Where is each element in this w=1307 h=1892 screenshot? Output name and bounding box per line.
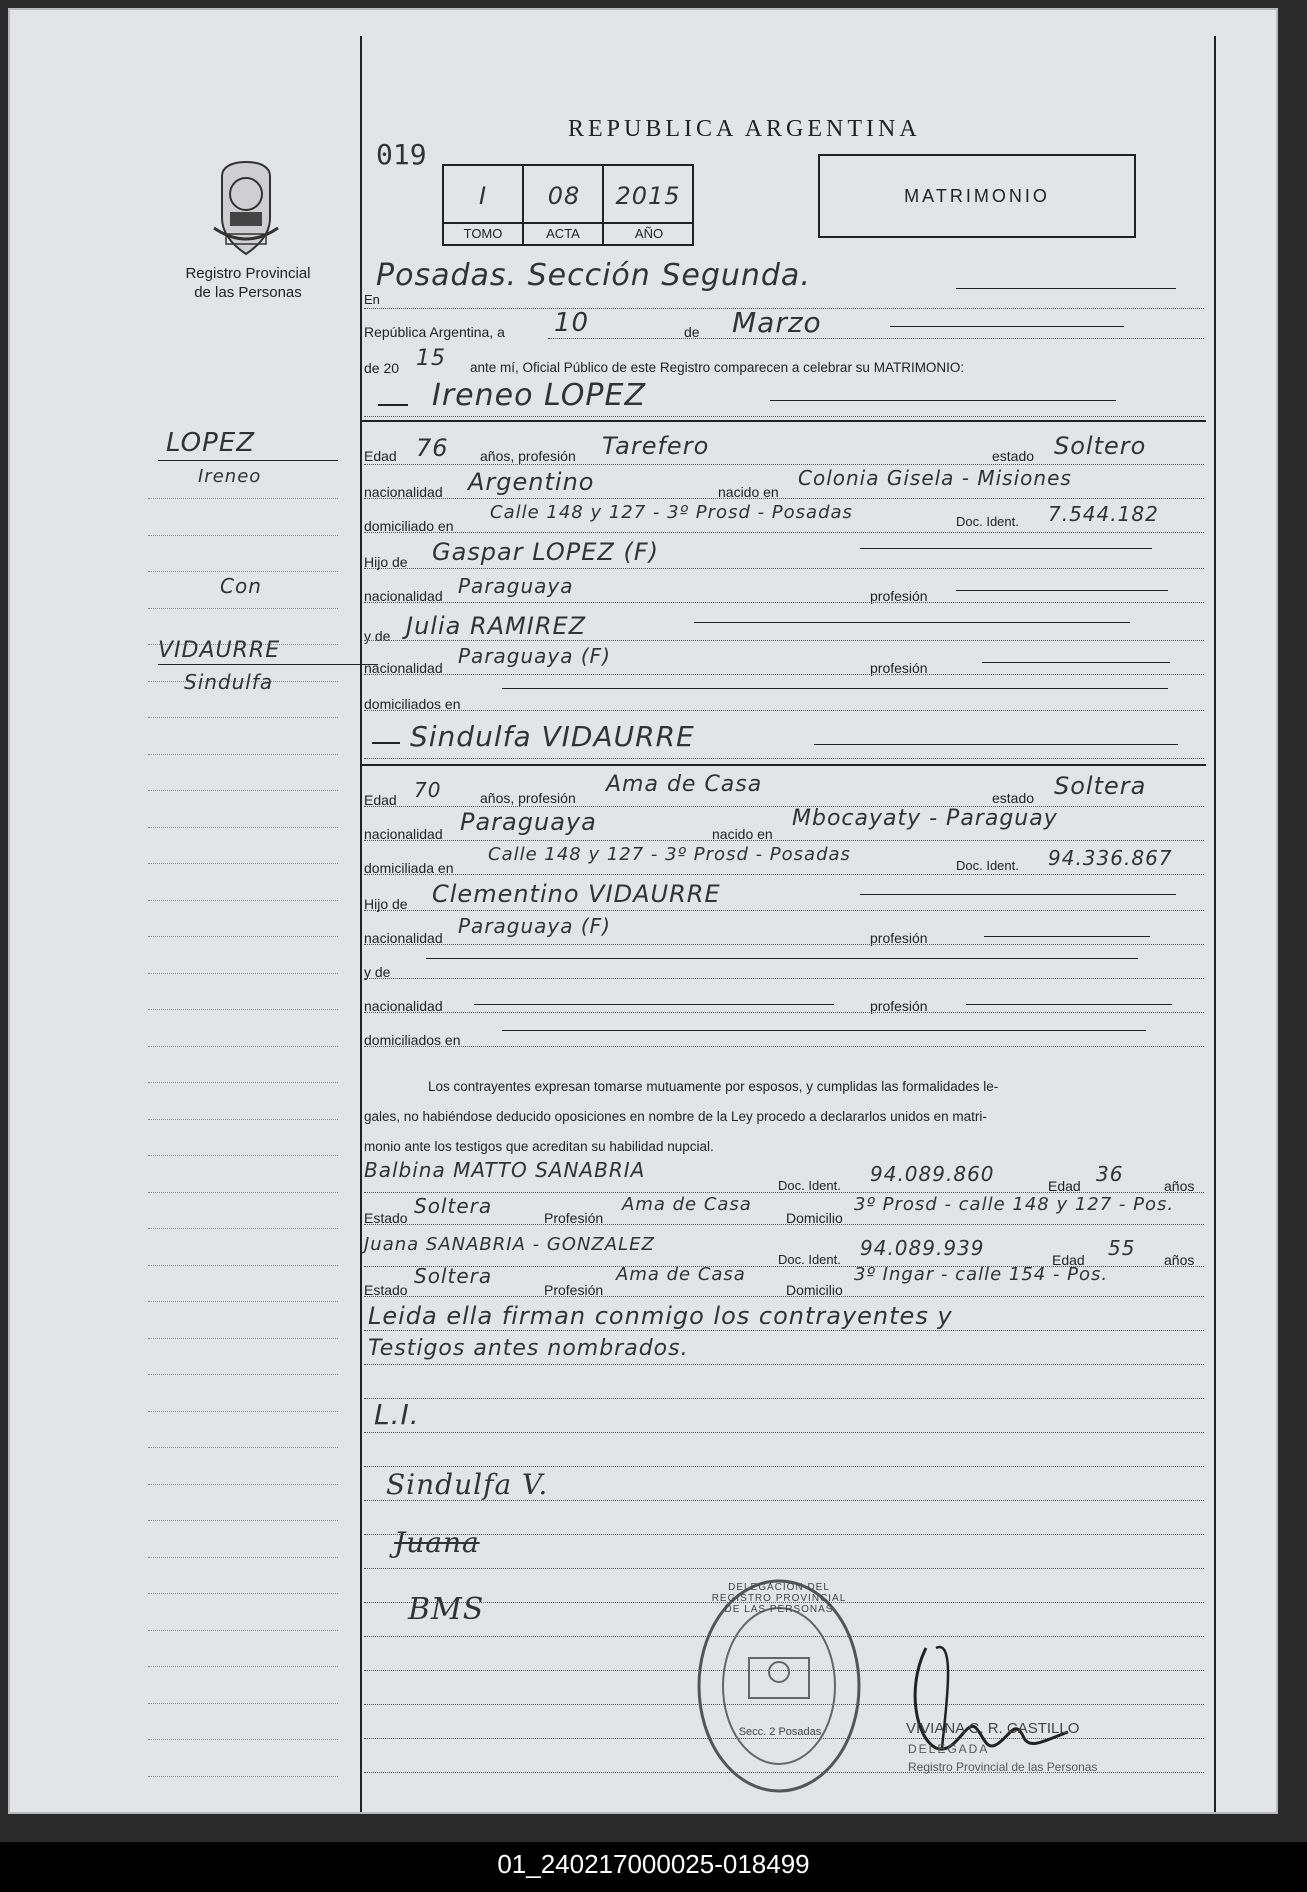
witness2-name: Juana SANABRIA - GONZALEZ [364, 1234, 655, 1255]
bride-padre-nac-label: nacionalidad [364, 930, 443, 946]
groom-profesion: Tarefero [602, 432, 710, 460]
bride-edad-label: Edad [364, 792, 397, 808]
bride-yde-label: y de [364, 964, 391, 980]
declaration-line3: monio ante los testigos que acreditan su habilidad nupcial. [364, 1139, 714, 1154]
act-type: MATRIMONIO [904, 185, 1050, 206]
margin-groom-name: Ireneo [198, 466, 262, 487]
anio-value: 2015 [615, 182, 681, 210]
signature-bride: Sindulfa V. [386, 1468, 549, 1501]
witness2-estado-label: Estado [364, 1282, 408, 1298]
bride-full-name: Sindulfa VIDAURRE [410, 720, 695, 753]
margin-line [148, 1338, 338, 1339]
registry-name-line2: de las Personas [194, 284, 302, 301]
closing-line1: Leida ella firman conmigo los contrayentes y [368, 1302, 953, 1330]
groom-madre-nac-label: nacionalidad [364, 660, 443, 676]
folio-number: 019 [376, 138, 427, 171]
groom-madre-nac: Paraguaya (F) [458, 644, 611, 668]
witness1-name: Balbina MATTO SANABRIA [364, 1158, 646, 1182]
margin-line [148, 535, 338, 536]
witness2-anos-label: años [1164, 1252, 1195, 1268]
groom-domiciliados-label: domiciliados en [364, 696, 461, 712]
margin-line [148, 1593, 338, 1594]
stamp-inner: Secc. 2 Posadas [738, 1726, 822, 1738]
bride-doc-label: Doc. Ident. [956, 858, 1019, 873]
tomo-value: I [478, 182, 488, 210]
groom-padre-nac-label: nacionalidad [364, 588, 443, 604]
groom-padre-prof-label: profesión [870, 588, 928, 604]
signature-witness2: Juana [394, 1526, 480, 1559]
scan-footer [0, 1842, 1307, 1892]
margin-line [148, 936, 338, 937]
ante-mi-text: ante mí, Oficial Público de este Registro comparecen a celebrar su MATRIMONIO: [470, 360, 965, 375]
groom-padre: Gaspar LOPEZ (F) [432, 538, 660, 566]
margin-line [148, 1228, 338, 1229]
witness2-profesion: Ama de Casa [616, 1264, 746, 1285]
witness1-domicilio-label: Domicilio [786, 1210, 843, 1226]
declaration-line1: Los contrayentes expresan tomarse mutuamente por esposos, y cumplidas las formalidades le- [428, 1079, 999, 1094]
bride-profesion-label: años, profesión [480, 790, 576, 806]
witness1-estado-label: Estado [364, 1210, 408, 1226]
day-value: 10 [554, 308, 590, 338]
witness1-doc: 94.089.860 [870, 1162, 995, 1186]
witness2-doc: 94.089.939 [860, 1236, 985, 1260]
declaration-line2: gales, no habiéndose deducido oposiciones en nombre de la Ley procedo a declararlos unidos en matri- [364, 1109, 987, 1124]
acta-value: 08 [547, 182, 581, 210]
witness2-domicilio: 3º Ingar - calle 154 - Pos. [854, 1264, 1109, 1285]
margin-line [148, 498, 338, 499]
margin-line [148, 571, 338, 572]
witness1-domicilio: 3º Prosd - calle 148 y 127 - Pos. [854, 1194, 1175, 1215]
margin-line [148, 1301, 338, 1302]
margin-line [148, 827, 338, 828]
margin-line [148, 1520, 338, 1521]
official-office: Registro Provincial de las Personas [908, 1760, 1098, 1774]
blank-line [364, 1432, 1204, 1433]
margin-line [148, 1739, 338, 1740]
margin-line [148, 1630, 338, 1631]
bride-nacido: Mbocayaty - Paraguay [792, 806, 1058, 831]
bride-estado-label: estado [992, 790, 1035, 806]
margin-line [148, 754, 338, 755]
margin-line [148, 973, 338, 974]
groom-nacionalidad: Argentino [468, 468, 595, 496]
year-suffix: 15 [416, 346, 446, 371]
witness2-domicilio-label: Domicilio [786, 1282, 843, 1298]
stamp-text: DELEGACION DEL REGISTRO PROVINCIAL DE LAS PERSONAS [711, 1582, 847, 1615]
groom-yde-label: y de [364, 628, 391, 644]
witness2-estado: Soltera [414, 1264, 493, 1288]
margin-line [148, 1557, 338, 1558]
groom-estado: Soltero [1054, 432, 1147, 460]
en-label: En [364, 292, 380, 307]
margin-line [148, 900, 338, 901]
margin-line [148, 608, 338, 609]
acta-table [442, 164, 694, 246]
year-prefix: de 20 [364, 360, 400, 376]
margin-line [148, 1155, 338, 1156]
margin-line [148, 790, 338, 791]
anio-label: AÑO [634, 226, 664, 241]
bride-hijo-label: Hijo de [364, 896, 408, 912]
closing-initials: L.I. [374, 1398, 420, 1431]
margin-bride-surname: VIDAURRE [158, 638, 281, 663]
margin-line [148, 1703, 338, 1704]
margin-con: Con [220, 574, 262, 598]
groom-padre-nac: Paraguaya [458, 574, 574, 598]
official-role: DELEGADA [908, 1742, 990, 1756]
margin-line [148, 1411, 338, 1412]
bride-estado: Soltera [1054, 772, 1147, 800]
blank-line [364, 1398, 1204, 1399]
groom-doc-label: Doc. Ident. [956, 514, 1019, 529]
margin-line [148, 1484, 338, 1485]
bride-madre-prof-label: profesión [870, 998, 928, 1014]
country-title: REPUBLICA ARGENTINA [568, 116, 921, 142]
groom-madre-prof-label: profesión [870, 660, 928, 676]
groom-edad-label: Edad [364, 448, 397, 464]
witness1-profesion-label: Profesión [544, 1210, 604, 1226]
margin-line [148, 1192, 338, 1193]
bride-padre-prof-label: profesión [870, 930, 928, 946]
registry-name [158, 264, 338, 302]
month-value: Marzo [732, 306, 822, 339]
groom-domicilio: Calle 148 y 127 - 3º Prosd - Posadas [490, 502, 853, 523]
groom-nacido: Colonia Gisela - Misiones [798, 466, 1072, 490]
groom-hijo-label: Hijo de [364, 554, 408, 570]
de-label: de [684, 324, 700, 340]
margin-line [148, 863, 338, 864]
official-stamp [694, 1576, 864, 1796]
bride-padre-nac: Paraguaya (F) [458, 914, 611, 938]
bride-doc: 94.336.867 [1048, 846, 1173, 870]
witness1-anos-label: años [1164, 1178, 1195, 1194]
document-page [8, 8, 1278, 1814]
closing-line2: Testigos antes nombrados. [368, 1336, 689, 1361]
margin-line [148, 1447, 338, 1448]
margin-bride-name: Sindulfa [184, 670, 274, 694]
bride-padre: Clementino VIDAURRE [432, 880, 721, 908]
witness1-profesion: Ama de Casa [622, 1194, 752, 1215]
act-type-box [818, 154, 1136, 238]
en-value: Posadas. Sección Segunda. [376, 258, 811, 293]
blank-line [364, 1568, 1204, 1569]
bride-domicilio: Calle 148 y 127 - 3º Prosd - Posadas [488, 844, 851, 865]
declaration-text [364, 1072, 1200, 1162]
groom-dom-label: domiciliado en [364, 518, 454, 534]
official-name: VIVIANA C. R. CASTILLO [906, 1720, 1080, 1737]
groom-nac-label: nacionalidad [364, 484, 443, 500]
groom-madre: Julia RAMIREZ [406, 612, 587, 640]
margin-line [148, 1082, 338, 1083]
bride-madre-nac-label: nacionalidad [364, 998, 443, 1014]
margin-line [148, 1046, 338, 1047]
witness1-doc-label: Doc. Ident. [778, 1178, 841, 1193]
witness2-edad-label: Edad [1052, 1252, 1085, 1268]
republica-label: República Argentina, a [364, 324, 505, 340]
margin-line [148, 1776, 338, 1777]
witness2-profesion-label: Profesión [544, 1282, 604, 1298]
margin-line [148, 1119, 338, 1120]
margin-line [148, 717, 338, 718]
groom-doc: 7.544.182 [1048, 502, 1159, 526]
bride-nac-label: nacionalidad [364, 826, 443, 842]
margin-line [148, 1265, 338, 1266]
bride-domiciliados-label: domiciliados en [364, 1032, 461, 1048]
groom-edad: 76 [416, 434, 449, 462]
bride-edad: 70 [414, 778, 442, 802]
bride-nacido-label: nacido en [712, 826, 773, 842]
witness1-estado: Soltera [414, 1194, 493, 1218]
groom-estado-label: estado [992, 448, 1035, 464]
acta-label: ACTA [546, 226, 580, 241]
blank-line [364, 1534, 1204, 1535]
bride-profesion: Ama de Casa [606, 772, 763, 797]
witness1-edad: 36 [1096, 1162, 1124, 1186]
signature-witness1: BMS [408, 1592, 485, 1627]
groom-full-name: Ireneo LOPEZ [432, 378, 647, 413]
witness2-edad: 55 [1108, 1236, 1136, 1260]
blank-line [364, 1466, 1204, 1467]
bride-dom-label: domiciliada en [364, 860, 454, 876]
scan-code: 01_240217000025-018499 [497, 1849, 810, 1879]
margin-groom-surname: LOPEZ [166, 428, 256, 458]
tomo-label: TOMO [463, 226, 503, 241]
witness1-edad-label: Edad [1048, 1178, 1081, 1194]
margin-line [148, 1374, 338, 1375]
witness2-doc-label: Doc. Ident. [778, 1252, 841, 1267]
margin-line [148, 1009, 338, 1010]
bride-nacionalidad: Paraguaya [460, 808, 597, 836]
margin-line [148, 1666, 338, 1667]
groom-nacido-label: nacido en [718, 484, 779, 500]
province-emblem-icon [200, 158, 292, 258]
registry-name-line1: Registro Provincial [185, 265, 311, 282]
groom-profesion-label: años, profesión [480, 448, 576, 464]
